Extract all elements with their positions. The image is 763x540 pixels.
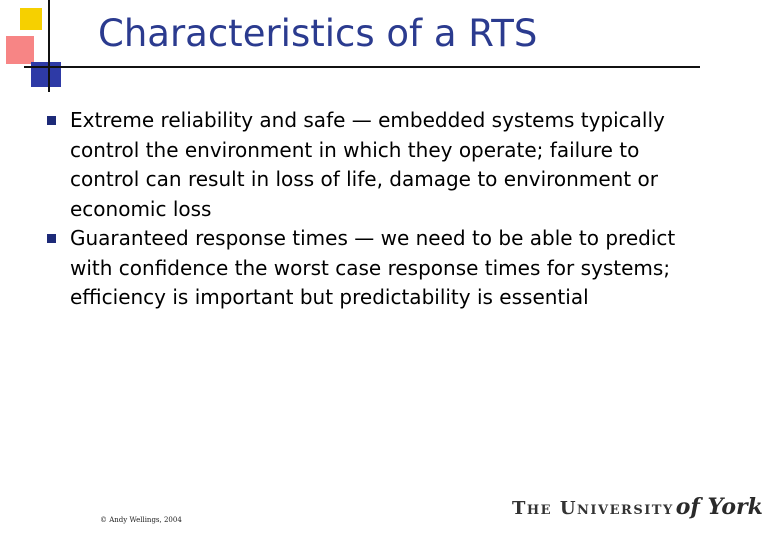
yellow-square-decoration xyxy=(20,8,42,30)
vertical-divider-line xyxy=(48,0,50,92)
title-underline xyxy=(24,66,700,68)
bullet-text: Extreme reliability and safe — embedded systems typically control the environment in which they operate; failure to control can result in loss of life, damage to environment or economic loss xyxy=(70,108,665,221)
logo-script: of York xyxy=(675,494,763,520)
footer-credit: © Andy Wellings, 2004 xyxy=(100,516,182,524)
slide-title: Characteristics of a RTS xyxy=(98,12,538,55)
bullet-item xyxy=(46,224,706,313)
square-bullet-icon xyxy=(47,116,56,125)
bullet-text: Guaranteed response times — we need to be able to predict with confidence the worst case response times for systems; efficiency is important but predictability is essential xyxy=(70,226,676,309)
university-logo xyxy=(512,494,763,524)
logo-text: The University xyxy=(512,498,674,519)
square-bullet-icon xyxy=(47,234,56,243)
bullet-item xyxy=(46,106,706,224)
red-square-decoration xyxy=(6,36,34,64)
bullet-list xyxy=(46,106,706,313)
